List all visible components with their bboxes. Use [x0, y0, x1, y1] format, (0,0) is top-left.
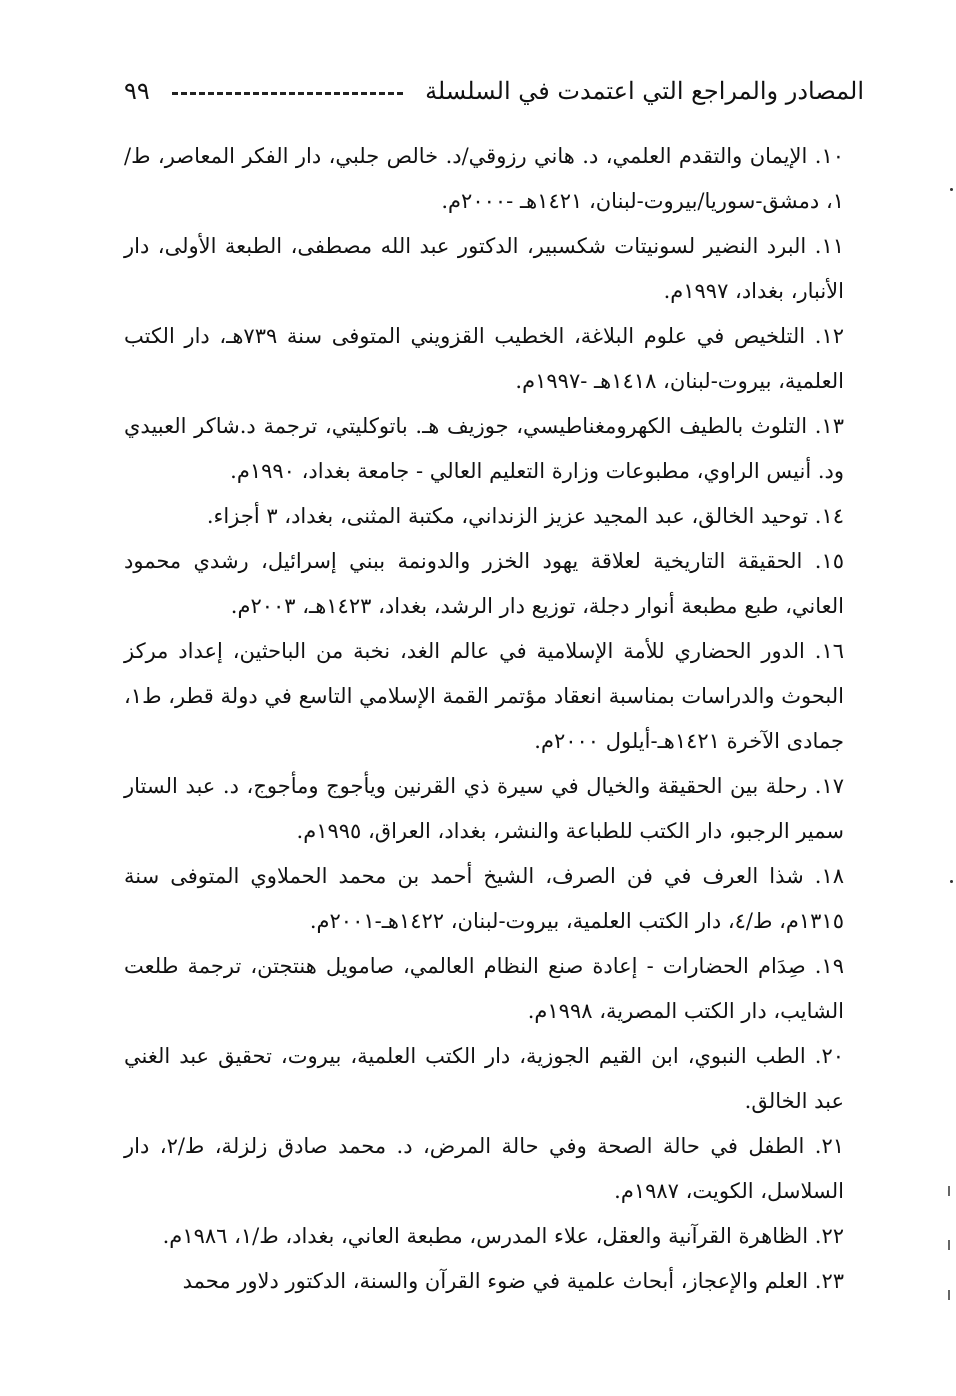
- entry-number: ١٩.: [814, 954, 844, 978]
- bibliography-entry: [124, 314, 844, 404]
- bibliography-entry: [124, 1034, 844, 1124]
- entry-number: ١٣.: [814, 414, 844, 438]
- entry-number: ١٧.: [814, 774, 844, 798]
- entry-number: ٢٠.: [814, 1044, 845, 1068]
- entry-number: ١٥.: [814, 549, 844, 573]
- scan-edge-mark: [948, 1186, 950, 1196]
- bibliography-entry: [124, 1259, 844, 1304]
- entry-text: رحلة بين الحقيقة والخيال في سيرة ذي القرنين ويأجوج ومأجوج، د. عبد الستار سمير الرجبو، دار الكتب للطباعة والنشر، بغداد، العراق، ١٩٩٥م.: [124, 774, 844, 843]
- scan-edge-mark: [948, 1290, 950, 1300]
- header-dashed-rule: [172, 92, 403, 95]
- bibliography-entry: [124, 224, 844, 314]
- entry-text: الإيمان والتقدم العلمي، د. هاني رزوقي/د. خالص جلبي، دار الفكر المعاصر، ط/١، دمشق-سوريا/بيروت-لبنان، ١٤٢١هـ -٢٠٠٠م.: [124, 144, 844, 213]
- page-number: ٩٩: [124, 77, 150, 105]
- entry-number: ١٤.: [814, 504, 844, 528]
- entry-text: التلخيص في علوم البلاغة، الخطيب القزويني المتوفى سنة ٧٣٩هـ، دار الكتب العلمية، بيروت-لبنان، ١٤١٨هـ -١٩٩٧م.: [124, 324, 844, 393]
- entry-text: الطفل في حالة الصحة وفي حالة المرض، د. محمد صادق زلزلة، ط/٢، دار السلاسل، الكويت، ١٩٨٧م.: [124, 1134, 844, 1203]
- entry-text: شذا العرف في فن الصرف، الشيخ أحمد بن محمد الحملاوي المتوفى سنة ١٣١٥م، ط/٤، دار الكتب العلمية، بيروت-لبنان، ١٤٢٢هـ-٢٠٠١م.: [124, 864, 844, 933]
- bibliography-entry: [124, 854, 844, 944]
- entry-text: الحقيقة التاريخية لعلاقة يهود الخزر والدونمة ببني إسرائيل، رشدي محمود العاني، طبع مطبعة أنوار دجلة، توزيع دار الرشد، بغداد، ١٤٢٣هـ، ٢٠٠٣م.: [124, 549, 844, 618]
- bibliography-entry: [124, 629, 844, 764]
- entry-number: ١١.: [814, 234, 844, 258]
- bibliography-entry: [124, 1214, 844, 1259]
- entry-text: صِدَام الحضارات - إعادة صنع النظام العالمي، صامويل هنتجتن، ترجمة طلعت الشايب، دار الكتب المصرية، ١٩٩٨م.: [124, 954, 844, 1023]
- bibliography-entry: [124, 1124, 844, 1214]
- entry-text: البرد النضير لسونيتات شكسبير، الدكتور عبد الله مصطفى، الطبعة الأولى، دار الأنبار، بغداد، ١٩٩٧م.: [124, 234, 844, 303]
- entry-text: الطب النبوي، ابن القيم الجوزية، دار الكتب العلمية، بيروت، تحقيق عبد الغني عبد الخالق.: [124, 1044, 844, 1113]
- entry-number: ١٨.: [814, 864, 844, 888]
- entry-text: التلوث بالطيف الكهرومغناطيسي، جوزيف هـ. باتوكليتي، ترجمة د.شاكر العبيدي ود. أنيس الراوي، مطبوعات وزارة التعليم العالي - جامعة بغداد، ١٩٩٠م.: [124, 414, 844, 483]
- entry-text: الدور الحضاري للأمة الإسلامية في عالم الغد، نخبة من الباحثين، إعداد مركز البحوث والدراسات بمناسبة انعقاد مؤتمر القمة الإسلامي التاسع في دولة قطر، ط١، جمادى الآخرة ١٤٢١هـ-أيلول ٢٠٠٠م.: [124, 639, 844, 753]
- bibliography-entry: [124, 539, 844, 629]
- entry-number: ١٦.: [814, 639, 844, 663]
- entry-number: ١٠.: [814, 144, 844, 168]
- entry-number: ٢١.: [814, 1134, 845, 1158]
- entry-number: ١٢.: [814, 324, 844, 348]
- bibliography-entry: [124, 404, 844, 494]
- entry-number: ٢٢.: [814, 1224, 844, 1248]
- bibliography-list: [124, 134, 844, 1304]
- scan-edge-mark: [948, 1240, 950, 1250]
- bibliography-entry: [124, 494, 844, 539]
- entry-text: توحيد الخالق، عبد المجيد عزيز الزنداني، مكتبة المثنى، بغداد، ٣ أجزاء.: [206, 504, 809, 528]
- running-header: [118, 66, 864, 116]
- bibliography-entry: [124, 134, 844, 224]
- entry-text: العلم والإعجاز، أبحاث علمية في ضوء القرآن والسنة، الدكتور دلاور محمد: [182, 1269, 809, 1293]
- entry-number: ٢٣.: [814, 1269, 844, 1293]
- scan-speck: [950, 880, 953, 883]
- bibliography-entry: [124, 944, 844, 1034]
- entry-text: الظاهرة القرآنية والعقل، علاء المدرس، مطبعة العاني، بغداد، ط/١، ١٩٨٦م.: [162, 1224, 809, 1248]
- scan-speck: [950, 188, 953, 191]
- running-header-title: المصادر والمراجع التي اعتمدت في السلسلة: [425, 77, 864, 105]
- bibliography-entry: [124, 764, 844, 854]
